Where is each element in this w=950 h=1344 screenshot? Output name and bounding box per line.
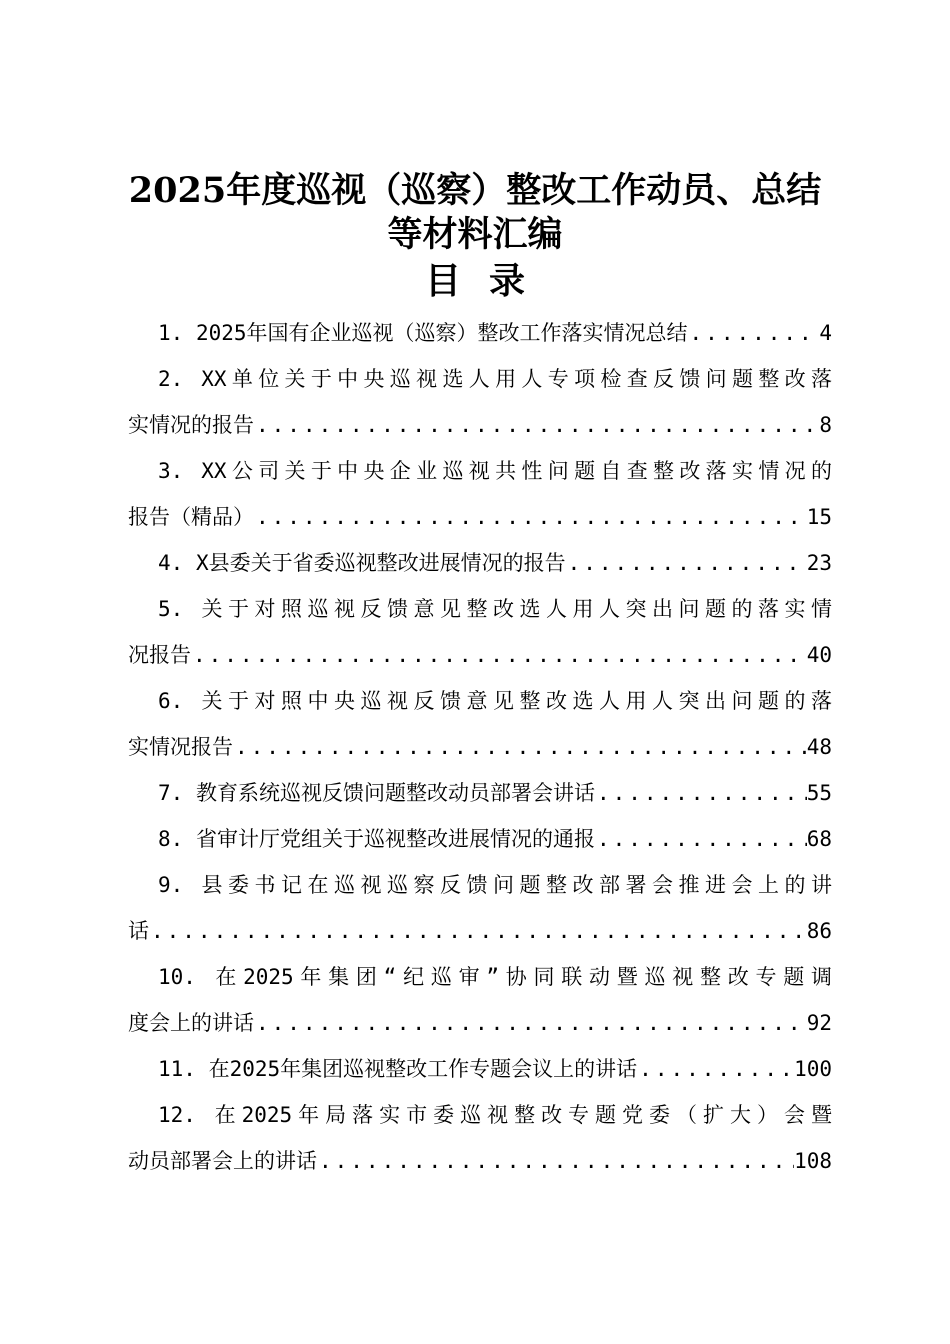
toc-entry-number: 12. [158,1103,196,1127]
dot-leader [566,540,807,586]
toc-entry[interactable] [128,448,832,540]
toc-entry-title: 2025年国有企业巡视（巡察）整改工作落实情况总结 [195,321,688,345]
document-title-line-2: 等材料汇编 [387,214,563,255]
toc-heading: 目录 [424,260,553,302]
toc-entry-page-number: 4 [819,321,832,345]
dot-leader [254,494,807,540]
toc-entry-title: 县委书记在巡视巡察反馈问题整改部署会推进会上的讲 [201,873,832,897]
toc-entry[interactable] [128,1092,832,1184]
toc-entry-page-number: 55 [806,781,832,805]
toc-entry-number: 11. [158,1057,196,1081]
toc-entry-title-continued: 话 [128,919,149,943]
dot-leader [688,310,820,356]
toc-entry[interactable] [128,1046,832,1092]
toc-entry-title-continued: 实情况的报告 [128,413,254,437]
dot-leader [149,908,807,954]
toc-entry-number: 8. [158,827,184,851]
toc-entry-title: 在2025年集团巡视整改工作专题会议上的讲话 [208,1057,638,1081]
table-of-contents [128,310,832,1184]
toc-entry-number: 9. [158,873,184,897]
dot-leader [233,724,807,770]
toc-entry-title: 教育系统巡视反馈问题整改动员部署会讲话 [195,781,595,805]
toc-entry-number: 2. [158,367,184,391]
toc-entry-number: 3. [158,459,184,483]
toc-entry-title-continued: 度会上的讲话 [128,1011,254,1035]
dot-leader [254,1000,807,1046]
toc-entry[interactable] [128,954,832,1046]
toc-entry-number: 10. [158,965,196,989]
toc-entry[interactable] [128,770,832,816]
toc-entry-page-number: 108 [794,1149,832,1173]
toc-entry-title-continued: 报告（精品） [128,505,254,529]
toc-entry-title: 省审计厅党组关于巡视整改进展情况的通报 [195,827,595,851]
toc-entry[interactable] [128,678,832,770]
toc-entry-page-number: 92 [806,1011,832,1035]
toc-entry-title: 关于对照巡视反馈意见整改选人用人突出问题的落实情 [201,597,832,621]
toc-entry-title: 在2025年局落实市委巡视整改专题党委（扩大）会暨 [214,1103,832,1127]
toc-entry-page-number: 100 [794,1057,832,1081]
dot-leader [595,770,807,816]
toc-entry-page-number: 68 [806,827,832,851]
toc-entry-page-number: 48 [806,735,832,759]
toc-entry-page-number: 40 [806,643,832,667]
toc-entry-title: 在2025年集团“纪巡审”协同联动暨巡视整改专题调 [215,965,832,989]
toc-entry-number: 7. [158,781,184,805]
dot-leader [317,1138,794,1184]
toc-entry-page-number: 15 [806,505,832,529]
toc-entry[interactable] [128,862,832,954]
toc-entry-number: 4. [158,551,184,575]
toc-entry-title-continued: 实情况报告 [128,735,233,759]
toc-entry[interactable] [128,816,832,862]
toc-entry-page-number: 8 [819,413,832,437]
dot-leader [254,402,819,448]
document-title-line-1: 2025年度巡视（巡察）整改工作动员、总结 [128,170,822,211]
toc-entry-page-number: 86 [806,919,832,943]
toc-entry-title-continued: 动员部署会上的讲话 [128,1149,317,1173]
toc-entry[interactable] [128,310,832,356]
toc-entry[interactable] [128,540,832,586]
toc-entry-number: 6. [158,689,184,713]
toc-entry-number: 5. [158,597,184,621]
toc-entry-page-number: 23 [806,551,832,575]
dot-leader [191,632,807,678]
toc-entry-title-continued: 况报告 [128,643,191,667]
toc-entry-title: 关于对照中央巡视反馈意见整改选人用人突出问题的落 [201,689,832,713]
toc-entry-title: X县委关于省委巡视整改进展情况的报告 [195,551,566,575]
toc-entry[interactable] [128,356,832,448]
toc-entry-number: 1. [158,321,184,345]
toc-entry-title: XX单位关于中央巡视选人用人专项检查反馈问题整改落 [201,367,832,391]
dot-leader [637,1046,794,1092]
toc-entry-title: XX公司关于中央企业巡视共性问题自查整改落实情况的 [201,459,832,483]
dot-leader [595,816,807,862]
toc-entry[interactable] [128,586,832,678]
